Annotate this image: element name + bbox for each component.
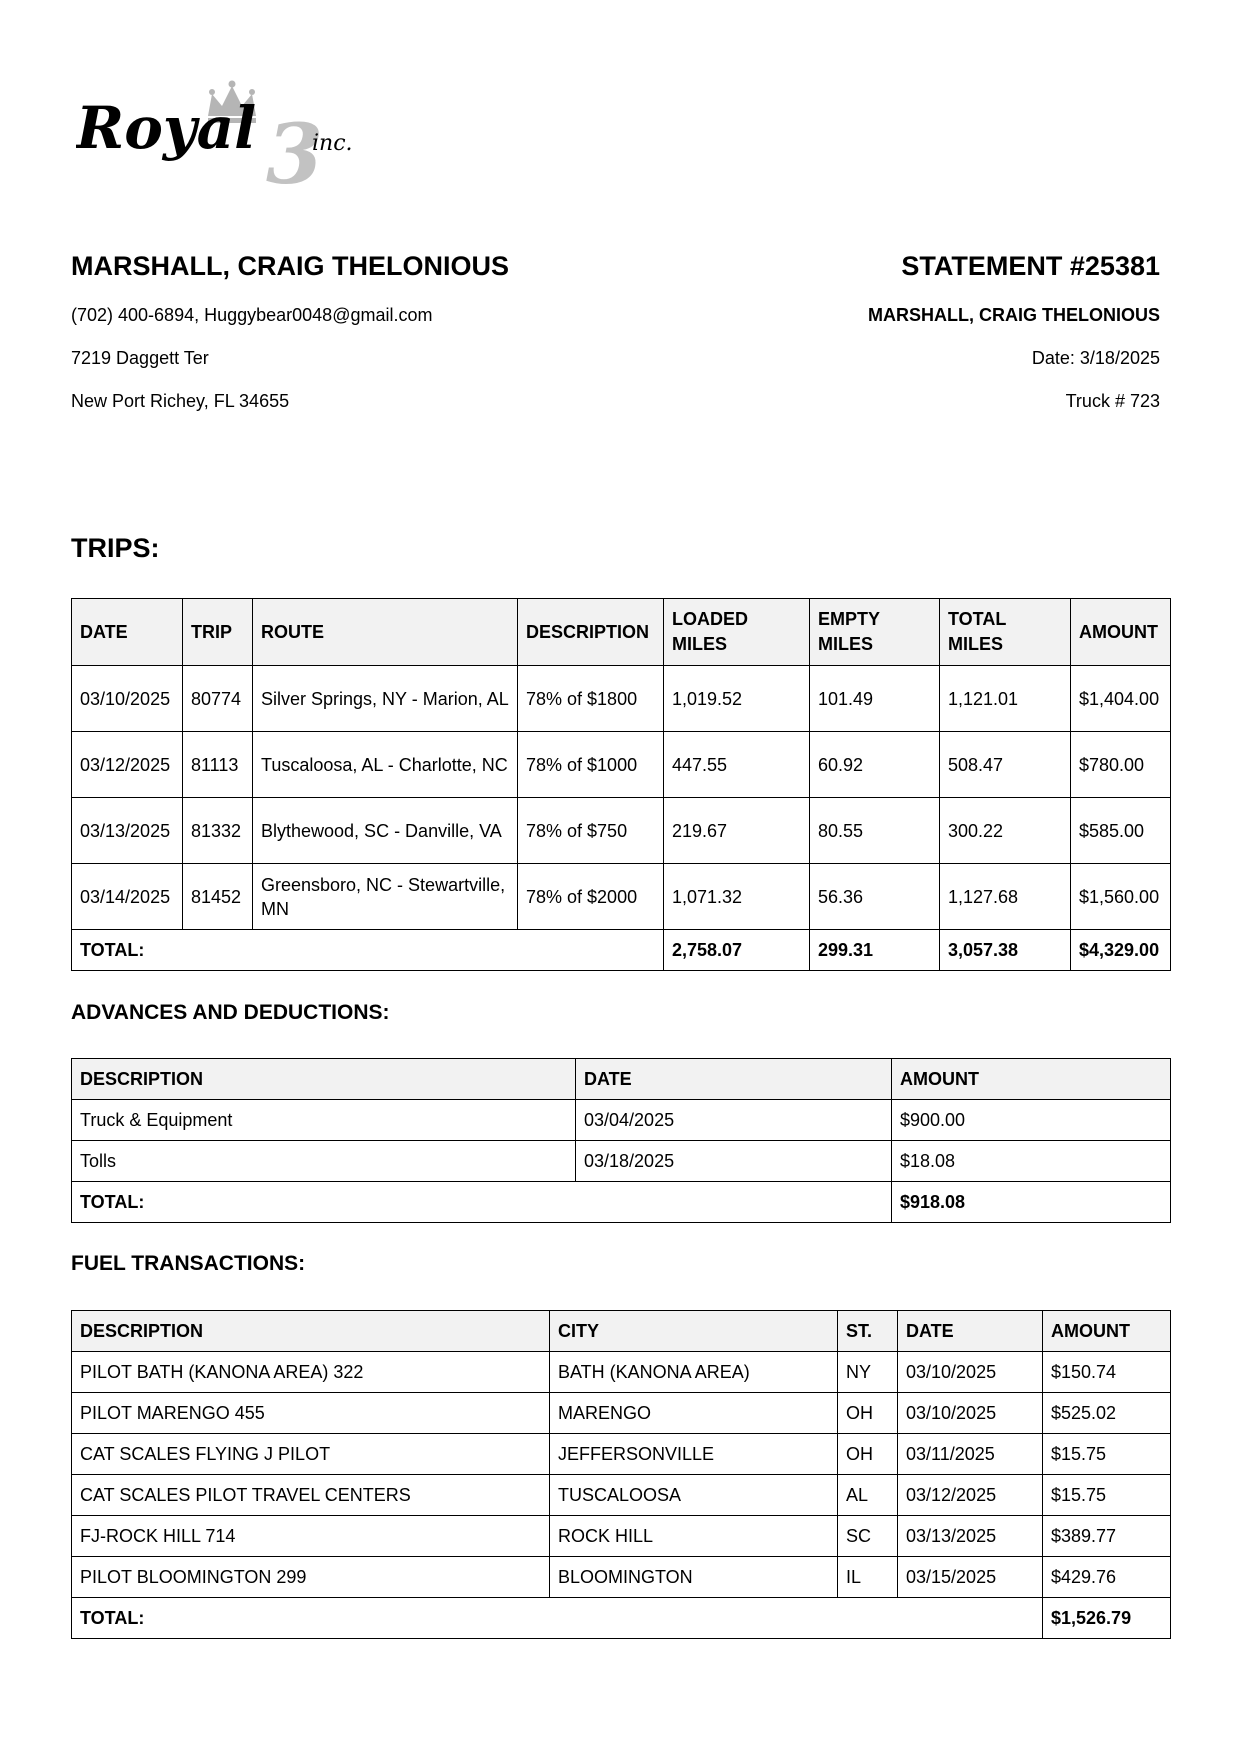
table-cell: JEFFERSONVILLE <box>550 1434 838 1475</box>
table-cell: Blythewood, SC - Danville, VA <box>253 798 518 864</box>
column-header: ROUTE <box>253 599 518 666</box>
fuel-heading: FUEL TRANSACTIONS: <box>71 1252 306 1275</box>
table-cell: AL <box>838 1475 898 1516</box>
statement-date: Date: 3/18/2025 <box>1031 348 1160 368</box>
fuel-total-amount: $1,526.79 <box>1043 1598 1171 1639</box>
table-row <box>72 864 1171 930</box>
table-cell: 1,121.01 <box>940 666 1071 732</box>
table-cell: 1,127.68 <box>940 864 1071 930</box>
column-header: LOADED MILES <box>664 599 810 666</box>
total-label: TOTAL: <box>72 1598 1043 1639</box>
truck-number: Truck # 723 <box>1065 391 1160 411</box>
table-cell: 81332 <box>183 798 253 864</box>
statement-title: STATEMENT #25381 <box>901 251 1160 281</box>
column-header: TRIP <box>183 599 253 666</box>
table-row <box>72 1475 1171 1516</box>
logo-suffix: inc. <box>312 131 353 156</box>
table-cell: Tolls <box>72 1141 576 1182</box>
table-cell: 03/10/2025 <box>898 1352 1043 1393</box>
table-row <box>72 1141 1171 1182</box>
table-cell: 03/18/2025 <box>576 1141 892 1182</box>
column-header: CITY <box>550 1311 838 1352</box>
table-cell: IL <box>838 1557 898 1598</box>
table-row <box>72 1516 1171 1557</box>
column-header: DATE <box>576 1059 892 1100</box>
driver-info <box>71 250 509 412</box>
table-cell: $429.76 <box>1043 1557 1171 1598</box>
table-cell: 03/13/2025 <box>72 798 183 864</box>
table-row <box>72 732 1171 798</box>
column-header: AMOUNT <box>1071 599 1171 666</box>
table-cell: 80774 <box>183 666 253 732</box>
column-header: TOTAL MILES <box>940 599 1071 666</box>
table-cell: TUSCALOOSA <box>550 1475 838 1516</box>
total-amount: $4,329.00 <box>1071 930 1171 971</box>
table-cell: $15.75 <box>1043 1475 1171 1516</box>
advances-table <box>71 1058 1171 1223</box>
table-cell: 80.55 <box>810 798 940 864</box>
table-cell: $900.00 <box>892 1100 1171 1141</box>
table-row <box>72 666 1171 732</box>
table-cell: $1,404.00 <box>1071 666 1171 732</box>
table-cell: 03/13/2025 <box>898 1516 1043 1557</box>
table-cell: $15.75 <box>1043 1434 1171 1475</box>
trips-total-row <box>72 930 1171 971</box>
table-cell: 1,019.52 <box>664 666 810 732</box>
logo-wordmark: Royal <box>76 94 257 162</box>
total-miles: 3,057.38 <box>940 930 1071 971</box>
table-cell: NY <box>838 1352 898 1393</box>
table-row <box>72 1100 1171 1141</box>
table-cell: BLOOMINGTON <box>550 1557 838 1598</box>
table-cell: $150.74 <box>1043 1352 1171 1393</box>
table-cell: SC <box>838 1516 898 1557</box>
table-cell: 78% of $2000 <box>518 864 664 930</box>
table-cell: 03/14/2025 <box>72 864 183 930</box>
table-cell: CAT SCALES PILOT TRAVEL CENTERS <box>72 1475 550 1516</box>
table-cell: 508.47 <box>940 732 1071 798</box>
table-cell: $525.02 <box>1043 1393 1171 1434</box>
table-cell: PILOT BATH (KANONA AREA) 322 <box>72 1352 550 1393</box>
table-cell: 300.22 <box>940 798 1071 864</box>
logo-number: 3 <box>266 107 324 188</box>
column-header: DATE <box>72 599 183 666</box>
table-cell: Greensboro, NC - Stewartville, MN <box>253 864 518 930</box>
table-cell: Truck & Equipment <box>72 1100 576 1141</box>
table-cell: $389.77 <box>1043 1516 1171 1557</box>
table-cell: 78% of $750 <box>518 798 664 864</box>
fuel-total-row <box>72 1598 1171 1639</box>
trips-header-row <box>72 599 1171 666</box>
driver-contact: (702) 400-6894, Huggybear0048@gmail.com <box>71 305 433 325</box>
table-row <box>72 1434 1171 1475</box>
table-cell: 03/10/2025 <box>898 1393 1043 1434</box>
table-row <box>72 1393 1171 1434</box>
driver-address-line1: 7219 Daggett Ter <box>71 348 209 368</box>
statement-info <box>868 250 1160 412</box>
column-header: DESCRIPTION <box>72 1059 576 1100</box>
column-header: EMPTY MILES <box>810 599 940 666</box>
table-cell: 101.49 <box>810 666 940 732</box>
table-cell: 1,071.32 <box>664 864 810 930</box>
table-cell: 219.67 <box>664 798 810 864</box>
table-row <box>72 798 1171 864</box>
table-cell: 56.36 <box>810 864 940 930</box>
table-cell: OH <box>838 1393 898 1434</box>
total-label: TOTAL: <box>72 1182 892 1223</box>
table-cell: FJ-ROCK HILL 714 <box>72 1516 550 1557</box>
fuel-header-row <box>72 1311 1171 1352</box>
advances-header-row <box>72 1059 1171 1100</box>
table-cell: $18.08 <box>892 1141 1171 1182</box>
total-empty-miles: 299.31 <box>810 930 940 971</box>
table-cell: OH <box>838 1434 898 1475</box>
fuel-table <box>71 1310 1171 1639</box>
table-cell: $585.00 <box>1071 798 1171 864</box>
total-label: TOTAL: <box>72 930 664 971</box>
trips-heading: TRIPS: <box>71 533 160 563</box>
advances-total-row <box>72 1182 1171 1223</box>
table-cell: 60.92 <box>810 732 940 798</box>
table-cell: 03/12/2025 <box>898 1475 1043 1516</box>
advances-heading: ADVANCES AND DEDUCTIONS: <box>71 1001 390 1024</box>
table-cell: MARENGO <box>550 1393 838 1434</box>
table-cell: 78% of $1000 <box>518 732 664 798</box>
table-cell: BATH (KANONA AREA) <box>550 1352 838 1393</box>
table-cell: CAT SCALES FLYING J PILOT <box>72 1434 550 1475</box>
table-cell: PILOT BLOOMINGTON 299 <box>72 1557 550 1598</box>
column-header: DESCRIPTION <box>518 599 664 666</box>
table-cell: 81452 <box>183 864 253 930</box>
table-row <box>72 1352 1171 1393</box>
table-cell: 81113 <box>183 732 253 798</box>
company-logo <box>76 78 386 188</box>
table-cell: 03/15/2025 <box>898 1557 1043 1598</box>
table-cell: $1,560.00 <box>1071 864 1171 930</box>
advances-total-amount: $918.08 <box>892 1182 1171 1223</box>
table-cell: ROCK HILL <box>550 1516 838 1557</box>
table-cell: Tuscaloosa, AL - Charlotte, NC <box>253 732 518 798</box>
total-loaded-miles: 2,758.07 <box>664 930 810 971</box>
royal3-logo-icon <box>76 78 386 188</box>
table-row <box>72 1557 1171 1598</box>
table-cell: 03/11/2025 <box>898 1434 1043 1475</box>
trips-table <box>71 598 1171 971</box>
column-header: DESCRIPTION <box>72 1311 550 1352</box>
table-cell: Silver Springs, NY - Marion, AL <box>253 666 518 732</box>
table-cell: 03/10/2025 <box>72 666 183 732</box>
table-cell: 03/04/2025 <box>576 1100 892 1141</box>
table-cell: $780.00 <box>1071 732 1171 798</box>
column-header: AMOUNT <box>1043 1311 1171 1352</box>
driver-name: MARSHALL, CRAIG THELONIOUS <box>71 251 509 281</box>
driver-address-line2: New Port Richey, FL 34655 <box>71 391 290 411</box>
table-cell: 03/12/2025 <box>72 732 183 798</box>
column-header: ST. <box>838 1311 898 1352</box>
column-header: DATE <box>898 1311 1043 1352</box>
table-cell: PILOT MARENGO 455 <box>72 1393 550 1434</box>
column-header: AMOUNT <box>892 1059 1171 1100</box>
table-cell: 78% of $1800 <box>518 666 664 732</box>
statement-driver-name: MARSHALL, CRAIG THELONIOUS <box>868 305 1160 325</box>
table-cell: 447.55 <box>664 732 810 798</box>
